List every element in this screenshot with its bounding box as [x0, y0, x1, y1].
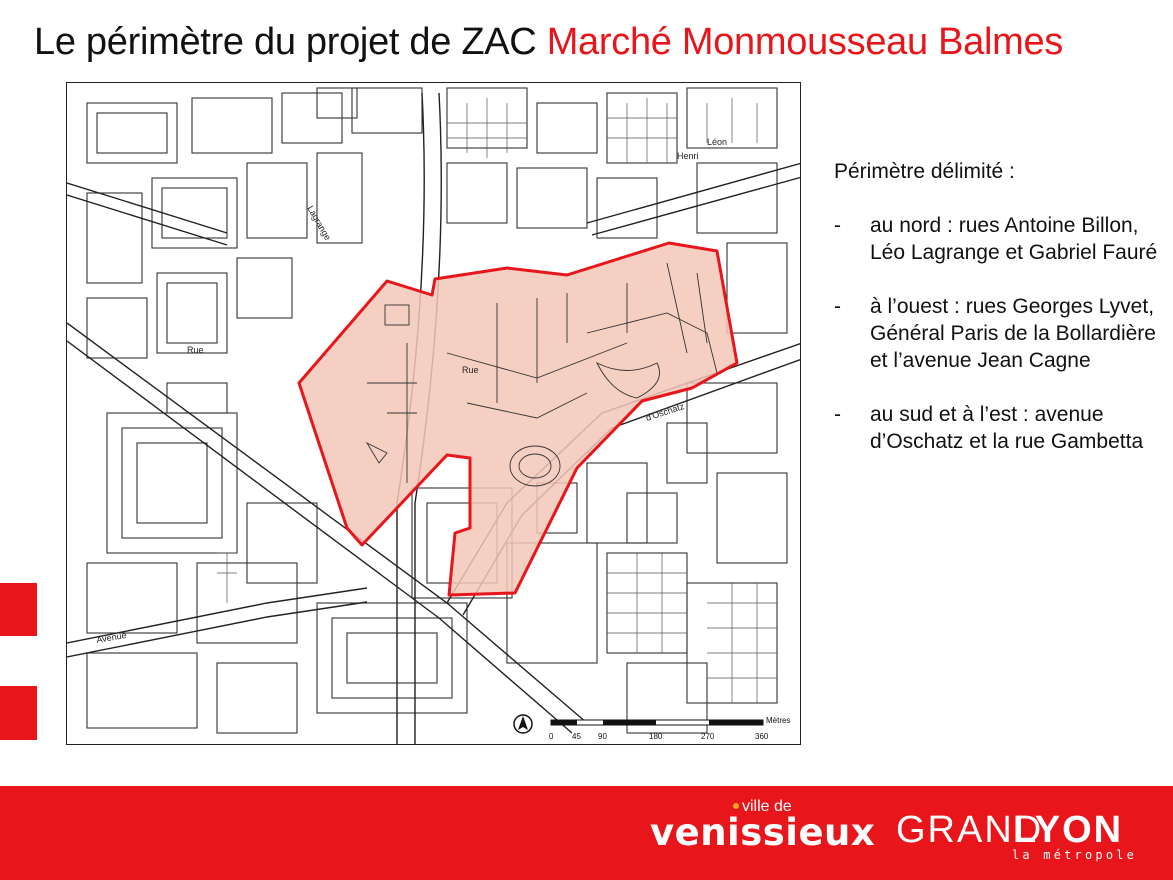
title-part-1: Le périmètre du projet de ZAC	[34, 21, 547, 63]
grandlyon-logo-grand: GRAND	[896, 809, 1044, 851]
street-label-leon: Léon	[707, 137, 728, 147]
scale-tick-45: 45	[572, 732, 581, 741]
list-item-north: au nord : rues Antoine Billon, Léo Lagrange et Gabriel Fauré	[870, 214, 1158, 264]
perimeter-heading: Périmètre délimité :	[834, 160, 1015, 183]
footer-banner	[0, 786, 1173, 880]
list-dash: -	[834, 295, 841, 318]
street-label-avenue: Avenue	[95, 629, 128, 645]
grandlyon-logo-lyon: LYON	[1013, 809, 1124, 851]
list-item	[834, 212, 1164, 266]
title-part-2: Marché Monmousseau Balmes	[546, 21, 1063, 63]
scale-tick-270: 270	[701, 732, 715, 741]
venissieux-logo-ville-de: ville de	[742, 798, 792, 815]
street-label-rue-2: Rue	[462, 365, 479, 375]
list-dash: -	[834, 214, 841, 237]
list-item-south-east: au sud et à l’est : avenue d’Oschatz et la rue Gambetta	[870, 403, 1144, 453]
map-drawing	[67, 83, 801, 745]
decorative-red-square	[0, 686, 37, 740]
venissieux-logo-dot-icon	[733, 803, 739, 809]
street-label-lagrange: Lagrange	[305, 204, 333, 242]
venissieux-logo: venissieux	[650, 811, 876, 854]
list-item	[834, 401, 1164, 455]
grandlyon-logo-metropole: la métropole	[1012, 848, 1138, 862]
street-label-henri: Henri	[677, 151, 699, 161]
zac-perimeter	[299, 243, 737, 595]
scale-tick-90: 90	[598, 732, 607, 741]
scale-tick-360: 360	[755, 732, 769, 741]
street-label-rue-1: Rue	[187, 345, 204, 355]
list-item	[834, 293, 1164, 374]
north-arrow-icon	[514, 715, 532, 733]
scale-bar	[549, 716, 790, 741]
scale-tick-0: 0	[549, 732, 554, 741]
perimeter-description	[834, 158, 1164, 482]
zac-perimeter-map	[66, 82, 801, 745]
list-item-west: à l’ouest : rues Georges Lyvet, Général Paris de la Bollardière et l’avenue Jean Cagne	[870, 295, 1156, 372]
scale-tick-180: 180	[649, 732, 663, 741]
street-label-oschatz: d'Oschatz	[644, 401, 686, 423]
page-title	[34, 18, 1063, 66]
scale-unit: Mètres	[766, 716, 791, 725]
decorative-red-square	[0, 583, 37, 636]
list-dash: -	[834, 403, 841, 426]
